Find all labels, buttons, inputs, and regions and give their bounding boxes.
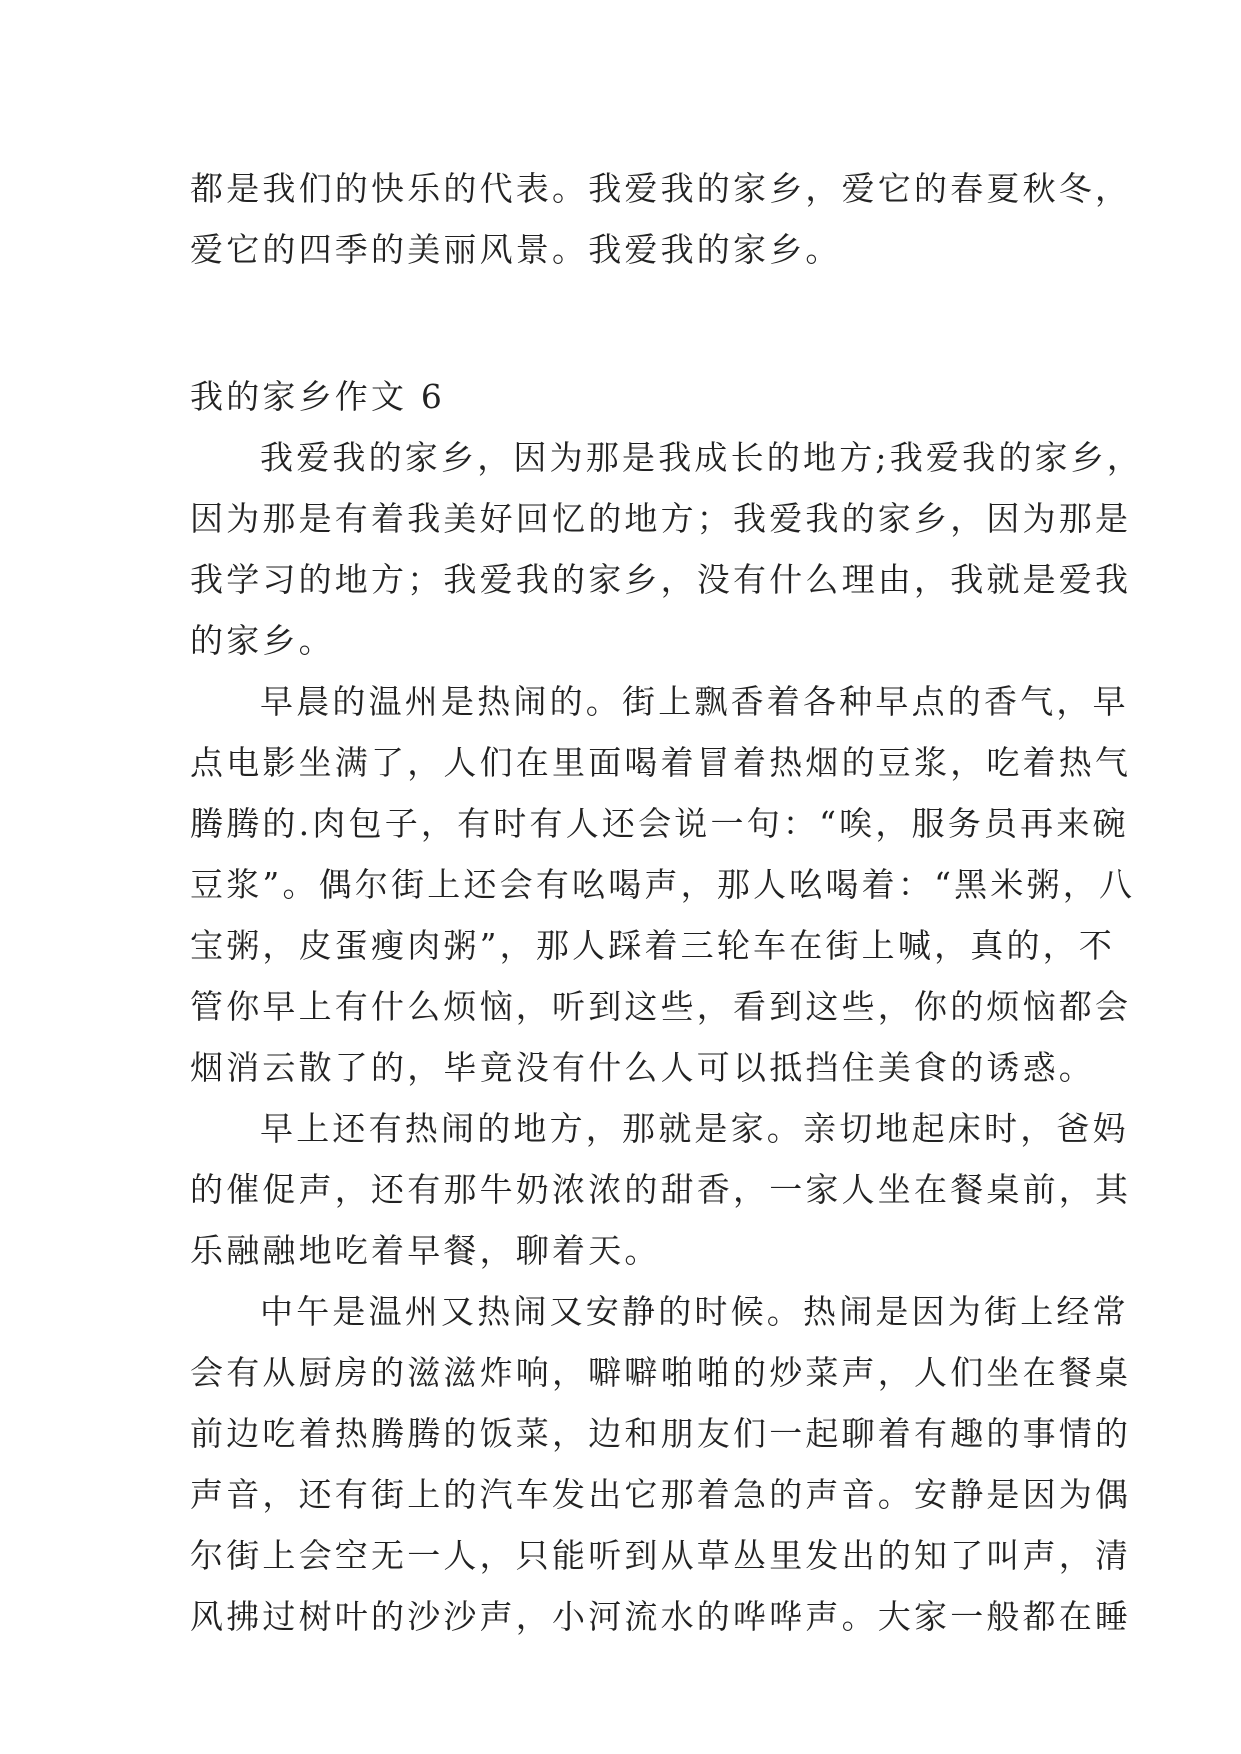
text-line: 点电影坐满了，人们在里面喝着冒着热烟的豆浆，吃着热气 (190, 743, 1132, 782)
intro-paragraph (190, 158, 1132, 280)
paragraph (190, 1281, 1132, 1647)
text-line: 爱它的四季的美丽风景。我爱我的家乡。 (190, 230, 842, 269)
text-line: 管你早上有什么烦恼，听到这些，看到这些，你的烦恼都会 (190, 987, 1132, 1026)
text-line: 早上还有热闹的地方，那就是家。亲切地起床时，爸妈 (260, 1109, 1129, 1148)
text-line: 我学习的地方；我爱我的家乡，没有什么理由，我就是爱我 (190, 560, 1132, 599)
section-heading (190, 366, 1060, 427)
paragraph (190, 427, 1144, 671)
text-line: 会有从厨房的滋滋炸响，噼噼啪啪的炒菜声，人们坐在餐桌 (190, 1353, 1132, 1392)
heading-text: 我的家乡作文 6 (190, 377, 446, 416)
text-line: 腾腾的.肉包子，有时有人还会说一句：“唉，服务员再来碗 (190, 804, 1129, 843)
text-line: 尔街上会空无一人，只能听到从草丛里发出的知了叫声，清 (190, 1536, 1132, 1575)
text-line: 声音，还有街上的汽车发出它那着急的声音。安静是因为偶 (190, 1475, 1132, 1514)
text-line: 烟消云散了的，毕竟没有什么人可以抵挡住美食的诱惑。 (190, 1048, 1095, 1087)
text-line: 早晨的温州是热闹的。街上飘香着各种早点的香气，早 (260, 682, 1129, 721)
text-line: 的催促声，还有那牛奶浓浓的甜香，一家人坐在餐桌前，其 (190, 1170, 1132, 1209)
paragraph (190, 671, 1136, 1098)
text-line: 中午是温州又热闹又安静的时候。热闹是因为街上经常 (260, 1292, 1129, 1331)
text-line: 我爱我的家乡，因为那是我成长的地方;我爱我的家乡， (260, 438, 1144, 477)
document-body (190, 158, 1144, 1647)
paragraph (190, 1098, 1132, 1281)
text-line: 因为那是有着我美好回忆的地方；我爱我的家乡，因为那是 (190, 499, 1132, 538)
spacer (190, 280, 1060, 366)
text-line: 前边吃着热腾腾的饭菜，边和朋友们一起聊着有趣的事情的 (190, 1414, 1132, 1453)
text-line: 宝粥，皮蛋瘦肉粥”，那人踩着三轮车在街上喊，真的，不 (190, 926, 1116, 965)
text-line: 乐融融地吃着早餐，聊着天。 (190, 1231, 661, 1270)
text-line: 的家乡。 (190, 621, 335, 660)
text-line: 都是我们的快乐的代表。我爱我的家乡，爱它的春夏秋冬， (190, 169, 1132, 208)
text-line: 豆浆”。偶尔街上还会有吆喝声，那人吆喝着：“黑米粥，八 (190, 865, 1136, 904)
text-line: 风拂过树叶的沙沙声，小河流水的哗哗声。大家一般都在睡 (190, 1597, 1132, 1636)
